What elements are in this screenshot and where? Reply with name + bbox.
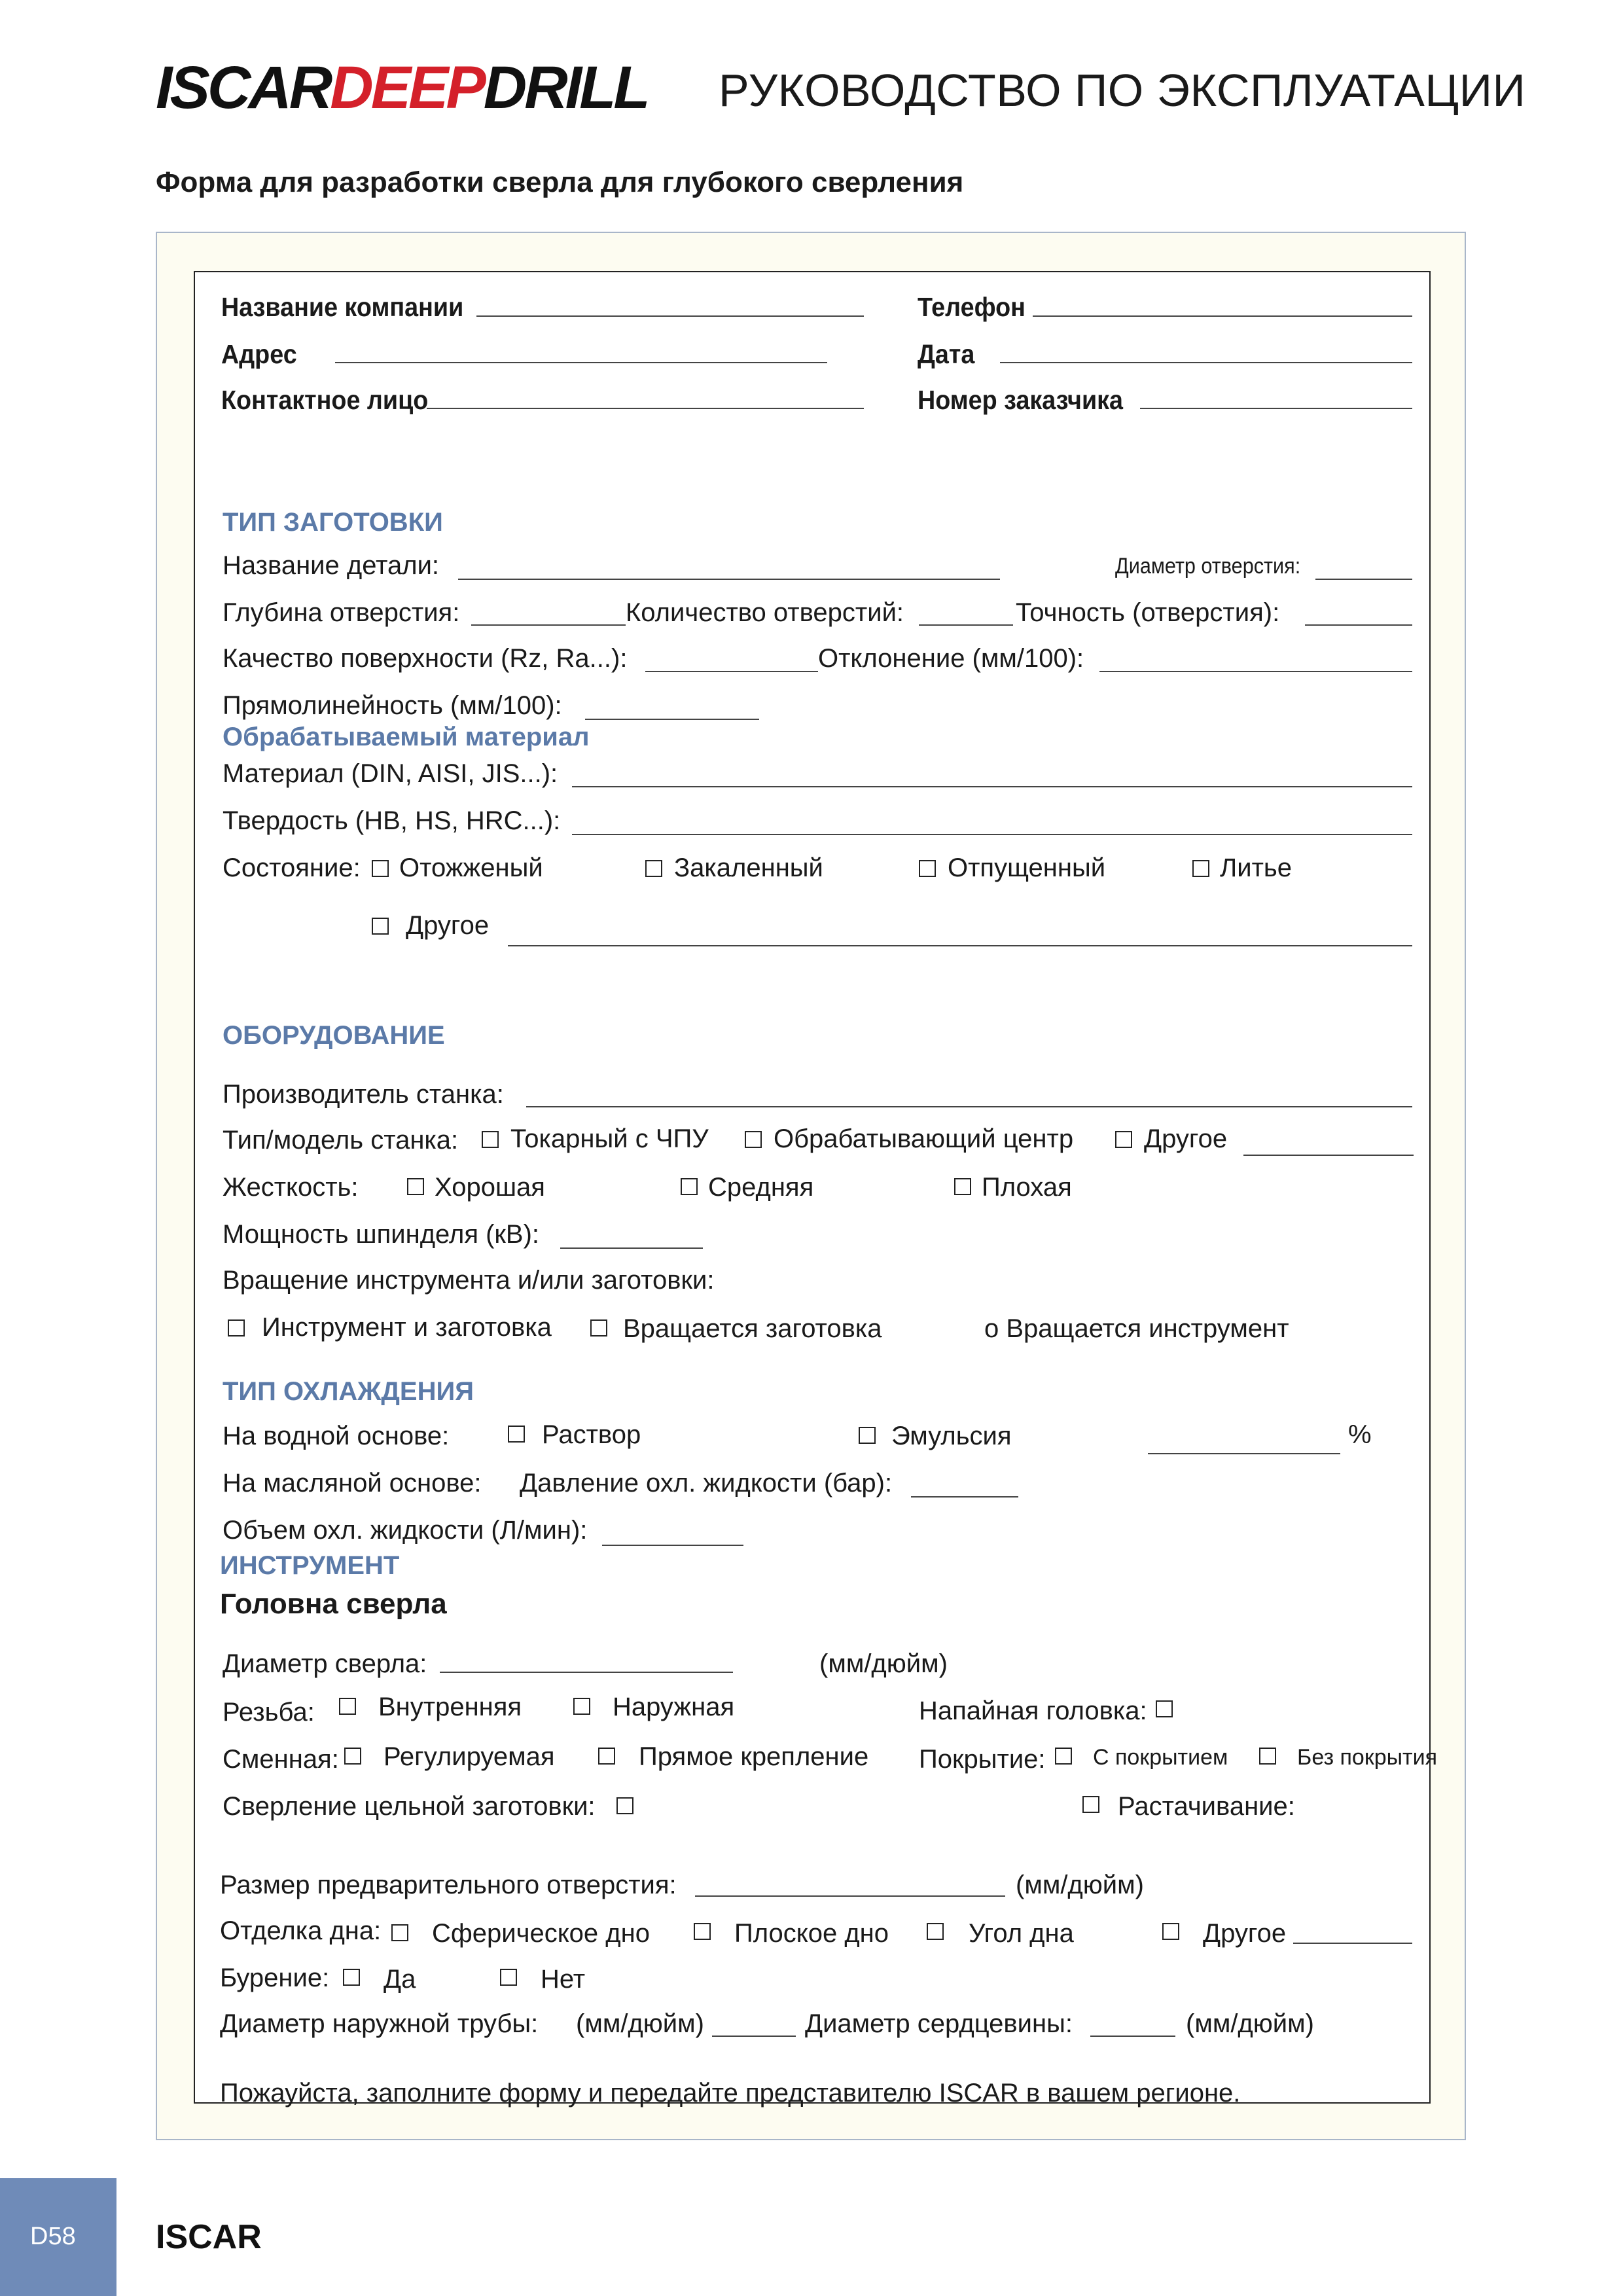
- solid-drilling-label: Сверление цельной заготовки:: [223, 1792, 596, 1821]
- machine-manufacturer-label: Производитель станка:: [223, 1080, 504, 1109]
- hole-diameter-label: Диаметр отверстия:: [1115, 554, 1301, 579]
- replaceable-checkbox[interactable]: [344, 1748, 361, 1765]
- hole-accuracy-label: Точность (отверстия):: [1016, 598, 1280, 627]
- condition-other-field[interactable]: [508, 945, 1412, 946]
- drill-diameter-field[interactable]: [440, 1672, 733, 1673]
- drill-diameter-label: Диаметр сверла:: [223, 1649, 427, 1678]
- solution-checkbox[interactable]: [508, 1426, 525, 1443]
- submission-note: Пожауйста, заполните форму и передайте представителю ISCAR в вашем регионе.: [220, 2079, 1241, 2108]
- tool-rotates-label: o Вращается инструмент: [984, 1314, 1289, 1343]
- direct-mount-label: Прямое крепление: [639, 1742, 869, 1771]
- material-label: Материал (DIN, AISI, JIS...):: [223, 759, 558, 788]
- pilot-hole-unit: (мм/дюйм): [1016, 1871, 1144, 1899]
- part-name-label: Название детали:: [223, 551, 440, 580]
- flat-bottom-checkbox[interactable]: [694, 1923, 711, 1940]
- date-field[interactable]: [1000, 362, 1412, 363]
- deviation-field[interactable]: [1099, 671, 1412, 672]
- replaceable-label: Сменная:: [223, 1745, 339, 1774]
- workpiece-rotates-label: Вращается заготовка: [623, 1314, 882, 1343]
- logo-deep: DEEP: [330, 54, 484, 121]
- workpiece-section-title: ТИП ЗАГОТОВКИ: [223, 508, 443, 537]
- cnc-lathe-label: Токарный с ЧПУ: [510, 1124, 709, 1153]
- rigidity-medium-label: Средняя: [708, 1173, 814, 1202]
- hole-depth-label: Глубина отверстия:: [223, 598, 460, 627]
- trepanning-no-label: Нет: [541, 1965, 586, 1994]
- trepanning-yes-checkbox[interactable]: [343, 1969, 360, 1986]
- coated-checkbox[interactable]: [1055, 1748, 1072, 1765]
- spindle-power-label: Мощность шпинделя (кВ):: [223, 1220, 540, 1249]
- hardened-label: Закаленный: [674, 853, 823, 882]
- logo-iscar: ISCAR: [156, 54, 330, 121]
- machining-center-label: Обрабатывающий центр: [774, 1124, 1074, 1153]
- coolant-volume-field[interactable]: [602, 1545, 743, 1546]
- coolant-section-title: ТИП ОХЛАЖДЕНИЯ: [223, 1377, 474, 1406]
- tool-and-workpiece-checkbox[interactable]: [228, 1319, 245, 1336]
- trepanning-label: Бурение:: [220, 1964, 330, 1992]
- hardness-field[interactable]: [572, 834, 1412, 835]
- bottom-finish-label: Отделка дна:: [220, 1916, 382, 1945]
- bottom-angle-label: Угол дна: [969, 1919, 1074, 1948]
- emulsion-percent-field[interactable]: [1148, 1453, 1340, 1454]
- oil-based-label: На масляной основе:: [223, 1469, 482, 1498]
- thread-internal-label: Внутренняя: [378, 1693, 522, 1721]
- machine-other-checkbox[interactable]: [1115, 1131, 1132, 1148]
- uncoated-checkbox[interactable]: [1259, 1748, 1276, 1765]
- emulsion-label: Эмульсия: [891, 1422, 1012, 1450]
- spindle-power-field[interactable]: [560, 1247, 703, 1249]
- cnc-lathe-checkbox[interactable]: [482, 1131, 499, 1148]
- phone-field[interactable]: [1033, 315, 1412, 317]
- brazed-head-checkbox[interactable]: [1156, 1700, 1173, 1717]
- emulsion-checkbox[interactable]: [859, 1427, 876, 1444]
- machine-other-label: Другое: [1144, 1124, 1228, 1153]
- form-title: Форма для разработки сверла для глубокого сверления: [156, 166, 964, 198]
- thread-external-checkbox[interactable]: [573, 1698, 590, 1715]
- iscar-deep-drill-logo: [156, 54, 648, 121]
- hardness-label: Твердость (HB, HS, HRC...):: [223, 806, 561, 835]
- machine-other-field[interactable]: [1243, 1155, 1414, 1156]
- rigidity-medium-checkbox[interactable]: [681, 1178, 698, 1195]
- condition-label: Состояние:: [223, 853, 361, 882]
- boring-label: Растачивание:: [1118, 1792, 1295, 1821]
- direct-mount-checkbox[interactable]: [598, 1748, 615, 1765]
- address-field[interactable]: [335, 362, 827, 363]
- page-number: D58: [30, 2223, 76, 2250]
- hole-count-field[interactable]: [919, 624, 1013, 626]
- bottom-other-checkbox[interactable]: [1162, 1923, 1179, 1940]
- coolant-volume-label: Объем охл. жидкости (Л/мин):: [223, 1516, 588, 1545]
- customer-number-label: Номер заказчика: [918, 385, 1123, 415]
- company-field[interactable]: [476, 315, 864, 317]
- cast-checkbox[interactable]: [1192, 860, 1209, 877]
- straightness-field[interactable]: [585, 719, 759, 720]
- solution-label: Раствор: [542, 1420, 641, 1449]
- brazed-head-label: Напайная головка:: [919, 1696, 1147, 1725]
- surface-quality-field[interactable]: [645, 671, 818, 672]
- rigidity-good-label: Хорошая: [435, 1173, 545, 1202]
- hole-count-label: Количество отверстий:: [626, 598, 904, 627]
- pilot-hole-field[interactable]: [695, 1895, 1005, 1897]
- thread-external-label: Наружная: [613, 1693, 735, 1721]
- tool-and-workpiece-label: Инструмент и заготовка: [262, 1313, 552, 1342]
- outer-tube-field[interactable]: [712, 2036, 796, 2037]
- customer-number-field[interactable]: [1140, 408, 1412, 409]
- drill-head-subtitle: Головна сверла: [220, 1588, 447, 1620]
- solid-drilling-checkbox[interactable]: [616, 1797, 633, 1814]
- trepanning-no-checkbox[interactable]: [500, 1969, 517, 1986]
- phone-label: Телефон: [918, 292, 1026, 322]
- core-diameter-unit: (мм/дюйм): [1186, 2009, 1314, 2038]
- flat-bottom-label: Плоское дно: [734, 1919, 889, 1948]
- annealed-checkbox[interactable]: [372, 860, 389, 877]
- core-diameter-field[interactable]: [1090, 2036, 1175, 2037]
- manual-title: РУКОВОДСТВО ПО ЭКСПЛУАТАЦИИ: [719, 65, 1526, 116]
- uncoated-label: Без покрытия: [1297, 1745, 1438, 1770]
- coolant-pressure-field[interactable]: [911, 1496, 1018, 1498]
- hardened-checkbox[interactable]: [645, 860, 662, 877]
- tool-section-title: ИНСТРУМЕНТ: [220, 1551, 400, 1580]
- bottom-angle-checkbox[interactable]: [927, 1923, 944, 1940]
- hole-depth-field[interactable]: [471, 624, 626, 626]
- thread-internal-checkbox[interactable]: [339, 1698, 356, 1715]
- condition-other-checkbox[interactable]: [372, 918, 389, 935]
- machine-manufacturer-field[interactable]: [526, 1106, 1412, 1107]
- outer-tube-label: Диаметр наружной трубы:: [220, 2009, 539, 2038]
- coating-label: Покрытие:: [919, 1745, 1046, 1774]
- bottom-other-label: Другое: [1203, 1919, 1287, 1948]
- annealed-label: Отожженый: [399, 853, 543, 882]
- water-based-label: На водной основе:: [223, 1422, 450, 1450]
- core-diameter-label: Диаметр сердцевины:: [805, 2009, 1073, 2038]
- thread-label: Резьба:: [223, 1698, 315, 1727]
- rigidity-poor-checkbox[interactable]: [954, 1178, 971, 1195]
- machine-type-label: Тип/модель станка:: [223, 1126, 459, 1155]
- drill-diameter-unit: (мм/дюйм): [819, 1649, 948, 1678]
- adjustable-label: Регулируемая: [383, 1742, 555, 1771]
- material-section-title: Обрабатываемый материал: [223, 723, 590, 751]
- surface-quality-label: Качество поверхности (Rz, Ra...):: [223, 644, 628, 673]
- contact-person-label: Контактное лицо: [221, 385, 429, 415]
- company-label: Название компании: [221, 292, 464, 322]
- condition-other-label: Другое: [406, 911, 490, 940]
- rigidity-good-checkbox[interactable]: [407, 1178, 424, 1195]
- hole-accuracy-field[interactable]: [1305, 624, 1412, 626]
- footer-brand: ISCAR: [156, 2218, 262, 2256]
- date-label: Дата: [918, 339, 975, 369]
- percent-sign: %: [1348, 1420, 1372, 1449]
- address-label: Адрес: [221, 339, 297, 369]
- material-field[interactable]: [572, 786, 1412, 787]
- rigidity-label: Жесткость:: [223, 1173, 359, 1202]
- bottom-other-field[interactable]: [1293, 1943, 1412, 1944]
- machining-center-checkbox[interactable]: [745, 1131, 762, 1148]
- deviation-label: Отклонение (мм/100):: [818, 644, 1084, 673]
- rigidity-poor-label: Плохая: [982, 1173, 1072, 1202]
- boring-checkbox[interactable]: [1082, 1796, 1099, 1813]
- rotation-label: Вращение инструмента и/или заготовки:: [223, 1266, 715, 1295]
- workpiece-rotates-checkbox[interactable]: [590, 1319, 607, 1336]
- logo-drill: DRILL: [483, 54, 648, 121]
- coolant-pressure-label: Давление охл. жидкости (бар):: [520, 1469, 893, 1498]
- hole-diameter-field[interactable]: [1315, 579, 1412, 580]
- cast-label: Литье: [1220, 853, 1292, 882]
- spherical-bottom-checkbox[interactable]: [391, 1924, 408, 1941]
- tempered-checkbox[interactable]: [919, 860, 936, 877]
- outer-tube-unit: (мм/дюйм): [576, 2009, 704, 2038]
- tempered-label: Отпущенный: [948, 853, 1106, 882]
- spherical-bottom-label: Сферическое дно: [432, 1919, 650, 1948]
- trepanning-yes-label: Да: [383, 1965, 416, 1994]
- equipment-section-title: ОБОРУДОВАНИЕ: [223, 1021, 445, 1050]
- straightness-label: Прямолинейность (мм/100):: [223, 691, 562, 720]
- coated-label: С покрытием: [1093, 1745, 1228, 1770]
- pilot-hole-label: Размер предварительного отверстия:: [220, 1871, 677, 1899]
- part-name-field[interactable]: [458, 579, 1000, 580]
- contact-person-field[interactable]: [427, 408, 864, 409]
